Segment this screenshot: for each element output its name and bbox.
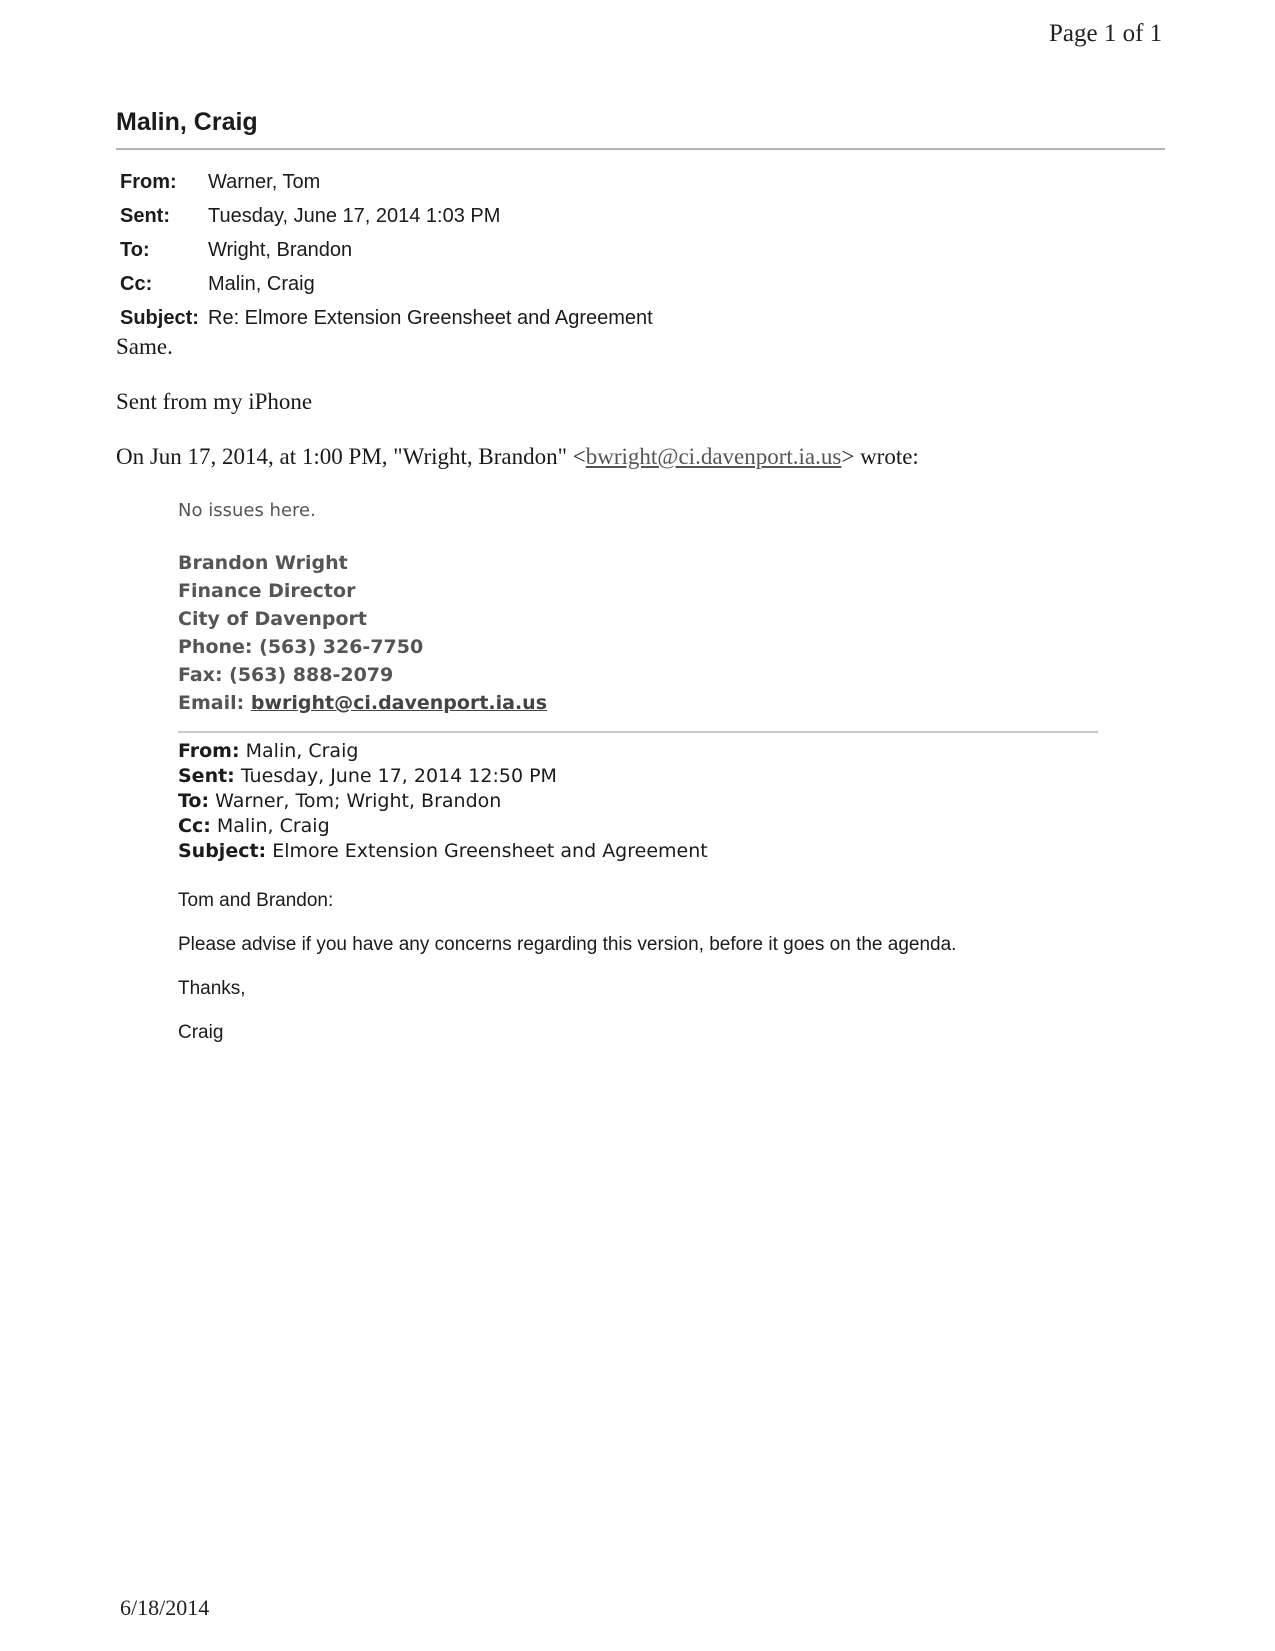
signature-org: City of Davenport [178,608,367,630]
header-row-subject [120,301,653,335]
original-closing: Thanks, [178,978,246,999]
original-cc-row [178,814,1108,839]
signature-title: Finance Director [178,580,356,602]
mobile-signature: Sent from my iPhone [116,389,313,414]
signature-email-row [178,689,1108,717]
quote-intro-prefix: On Jun 17, 2014, at 1:00 PM, "Wright, Brandon" < [116,444,586,469]
quote-intro-email-link[interactable]: bwright@ci.davenport.ia.us [585,444,842,469]
signature-phone: Phone: (563) 326-7750 [178,636,424,658]
email-header [120,165,653,335]
original-sender-name: Craig [178,1022,224,1043]
subject-value: Re: Elmore Extension Greensheet and Agreement [208,306,653,329]
original-to-value: Warner, Tom; Wright, Brandon [215,790,502,812]
original-from-label: From: [178,740,240,762]
sent-value: Tuesday, June 17, 2014 1:03 PM [208,204,501,227]
footer-date: 6/18/2014 [120,1595,210,1620]
original-greeting: Tom and Brandon: [178,890,334,911]
signature-name: Brandon Wright [178,552,348,574]
signature-email-label: Email: [178,692,251,714]
original-subject-label: Subject: [178,840,267,862]
from-value: Warner, Tom [208,170,321,193]
cc-label: Cc: [120,272,153,295]
original-subject-value: Elmore Extension Greensheet and Agreement [272,840,708,862]
header-row-from [120,165,653,199]
original-message: Please advise if you have any concerns regarding this version, before it goes on the agenda. [178,934,957,955]
header-row-to [120,233,653,267]
page-number: Page 1 of 1 [1049,20,1163,47]
quote-intro-suffix: > wrote: [841,444,919,469]
quote-intro [116,444,919,470]
header-row-cc [120,267,653,301]
cc-value: Malin, Craig [208,272,315,295]
original-message-divider [178,731,1098,733]
to-label: To: [120,238,150,261]
original-to-label: To: [178,790,210,812]
mailbox-owner-name: Malin, Craig [116,108,258,136]
email-body: Same. [116,334,173,359]
original-email-body [178,890,1108,1044]
sent-label: Sent: [120,204,170,227]
original-sent-row [178,764,1108,789]
header-row-sent [120,199,653,233]
original-sent-value: Tuesday, June 17, 2014 12:50 PM [240,765,557,787]
original-from-value: Malin, Craig [245,740,359,762]
reply-body: No issues here. [178,500,316,521]
original-cc-label: Cc: [178,815,211,837]
original-to-row [178,789,1108,814]
subject-label: Subject: [120,306,199,329]
from-label: From: [120,170,177,193]
header-divider [116,148,1165,150]
original-cc-value: Malin, Craig [216,815,330,837]
original-subject-row [178,839,1108,864]
signature-email-link[interactable]: bwright@ci.davenport.ia.us [250,692,548,714]
original-from-row [178,739,1108,764]
reply-signature [178,549,1108,717]
to-value: Wright, Brandon [208,238,353,261]
quoted-reply [178,500,1108,1044]
signature-fax: Fax: (563) 888-2079 [178,664,394,686]
original-email-header [178,739,1108,864]
original-sent-label: Sent: [178,765,235,787]
